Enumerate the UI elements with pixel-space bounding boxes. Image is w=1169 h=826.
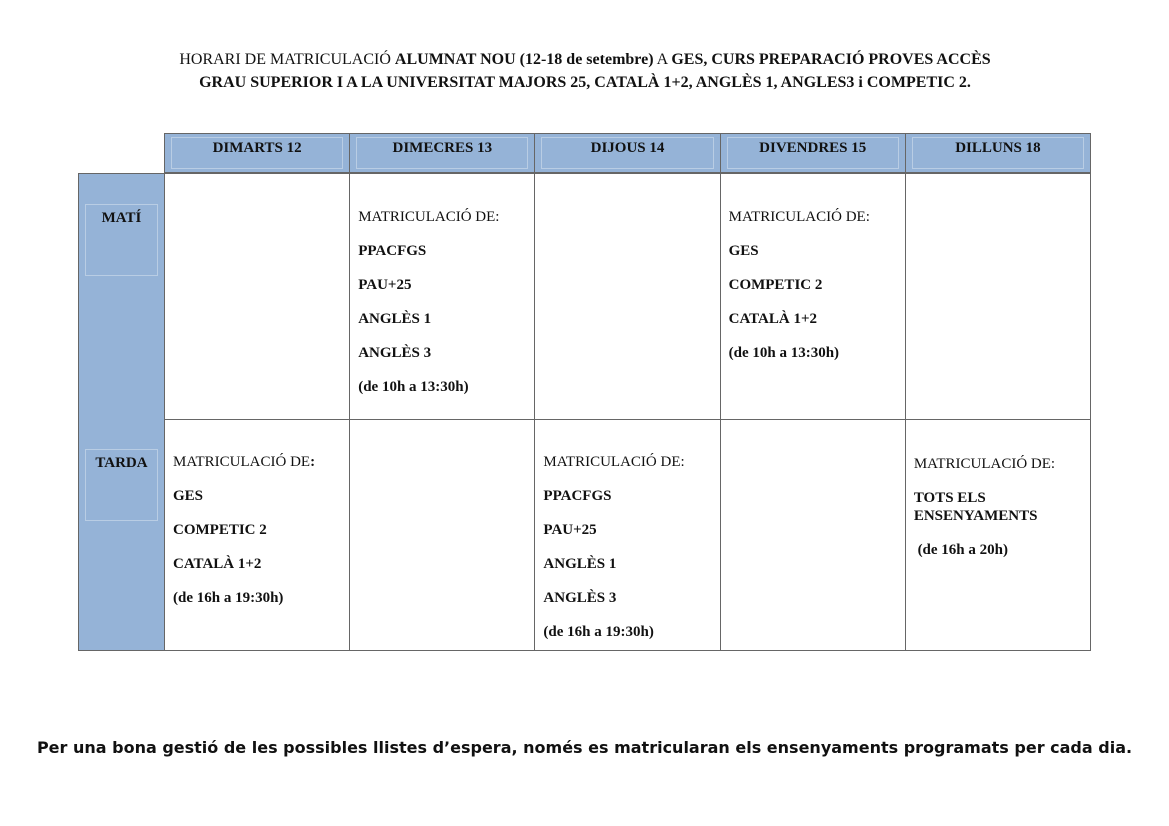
- header-dimecres: [350, 134, 535, 172]
- schedule-table: [78, 173, 1091, 651]
- header-dijous: [535, 134, 720, 172]
- cell-tarda-dimecres: [350, 419, 535, 650]
- header-label: DIVENDRES 15: [759, 140, 867, 156]
- row-header-mati: [79, 174, 165, 419]
- cell-item: ANGLÈS 3: [543, 590, 617, 606]
- header-label: DIJOUS 14: [590, 140, 665, 156]
- row-label: MATÍ: [101, 210, 142, 226]
- cell-intro-text: MATRICULACIÓ DE: [173, 454, 311, 470]
- cell-item: ANGLÈS 1: [358, 311, 432, 327]
- cell-mati-dimarts: [165, 174, 350, 419]
- table-header-row: [164, 133, 1091, 173]
- cell-hours: (de 16h a 20h): [913, 542, 1008, 558]
- cell-hours: (de 16h a 19:30h): [173, 590, 284, 606]
- cell-item: PPACFGS: [543, 488, 612, 504]
- cell-item: ANGLÈS 1: [543, 556, 617, 572]
- cell-item: ANGLÈS 3: [358, 345, 432, 361]
- cell-intro: MATRICULACIÓ DE:: [543, 454, 685, 470]
- cell-intro: [173, 453, 343, 487]
- cell-tarda-divendres: [721, 419, 906, 650]
- title-line-2: [60, 71, 1110, 94]
- cell-item: PAU+25: [543, 522, 597, 538]
- cell-item: CATALÀ 1+2: [728, 311, 818, 327]
- cell-item: CATALÀ 1+2: [173, 556, 262, 572]
- cell-mati-dimecres: [350, 174, 535, 419]
- cell-tarda-dilluns: [906, 419, 1090, 650]
- page-title: [60, 48, 1110, 94]
- cell-mati-dijous: [535, 174, 720, 419]
- cell-mati-divendres: [721, 174, 906, 419]
- header-label: DILLUNS 18: [955, 140, 1041, 156]
- title-bold-line2: GRAU SUPERIOR I A LA UNIVERSITAT MAJORS 25, CATALÀ 1+2, ANGLÈS 1, ANGLES3 i COMPETIC 2.: [199, 74, 971, 91]
- row-label: TARDA: [95, 455, 148, 471]
- cell-item: COMPETIC 2: [728, 277, 823, 293]
- cell-item: GES: [728, 243, 759, 259]
- cell-hours: (de 10h a 13:30h): [728, 345, 840, 361]
- cell-item: PAU+25: [358, 277, 412, 293]
- header-divendres: [721, 134, 906, 172]
- header-dilluns: [906, 134, 1090, 172]
- cell-hours: (de 10h a 13:30h): [358, 379, 469, 395]
- header-label: DIMECRES 13: [392, 140, 493, 156]
- header-dimarts: [165, 134, 350, 172]
- cell-hours: (de 16h a 19:30h): [543, 624, 654, 640]
- cell-intro-colon: :: [310, 454, 316, 470]
- cell-intro: MATRICULACIÓ DE:: [913, 456, 1056, 472]
- cell-tarda-dimarts: [165, 419, 350, 650]
- cell-item: COMPETIC 2: [173, 522, 267, 538]
- footer-note: Per una bona gestió de les possibles llistes d’espera, només es matricularan els ensenyaments programats per cada dia.: [36, 738, 1133, 757]
- title-bold-dates: ALUMNAT NOU (12-18 de setembre): [394, 51, 654, 68]
- table-row-tarda: [79, 419, 1090, 650]
- cell-item: TOTS ELS ENSENYAMENTS: [913, 490, 1038, 524]
- cell-mati-dilluns: [906, 174, 1090, 419]
- cell-intro: MATRICULACIÓ DE:: [358, 209, 500, 225]
- title-mid: A: [653, 51, 672, 68]
- header-label: DIMARTS 12: [212, 140, 302, 156]
- cell-intro: MATRICULACIÓ DE:: [728, 209, 870, 225]
- title-prefix: HORARI DE MATRICULACIÓ: [179, 51, 395, 68]
- cell-tarda-dijous: [535, 419, 720, 650]
- cell-item: GES: [173, 488, 204, 504]
- table-row-mati: [79, 174, 1090, 420]
- title-bold-courses: GES, CURS PREPARACIÓ PROVES ACCÈS: [671, 51, 991, 68]
- title-line-1: [60, 48, 1110, 71]
- cell-item: PPACFGS: [358, 243, 427, 259]
- row-header-tarda: [79, 419, 165, 650]
